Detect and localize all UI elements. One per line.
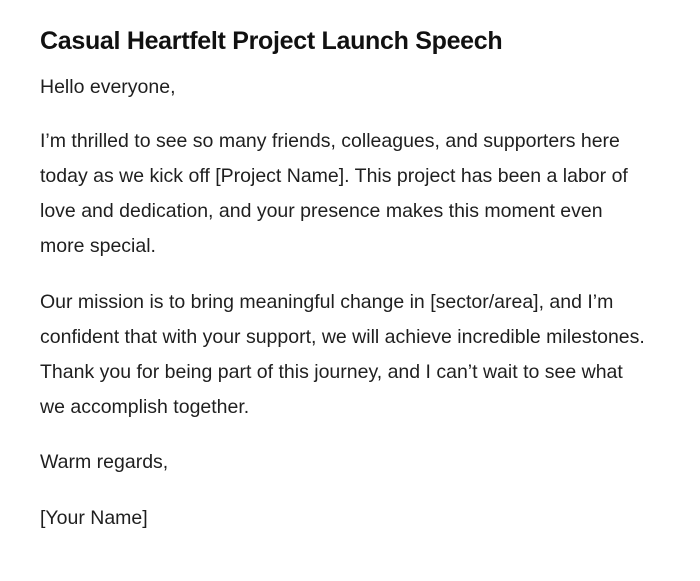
signature-placeholder: [Your Name]	[40, 507, 148, 529]
body-paragraph: I’m thrilled to see so many friends, colleagues, and supporters here today as we kick off [Project Name]. This project has been a labor of love and dedication, and your presence makes this moment even more special.	[40, 130, 628, 257]
body-paragraph: Our mission is to bring meaningful change in [sector/area], and I’m confident that with your support, we will achieve incredible milestones. Thank you for being part of this journey, and I can’t wait to see what we accomplish together.	[40, 291, 645, 418]
document-title: Casual Heartfelt Project Launch Speech	[40, 27, 503, 55]
speech-document	[40, 24, 650, 536]
closing-line: Warm regards,	[40, 451, 169, 473]
greeting-line: Hello everyone,	[40, 76, 176, 98]
